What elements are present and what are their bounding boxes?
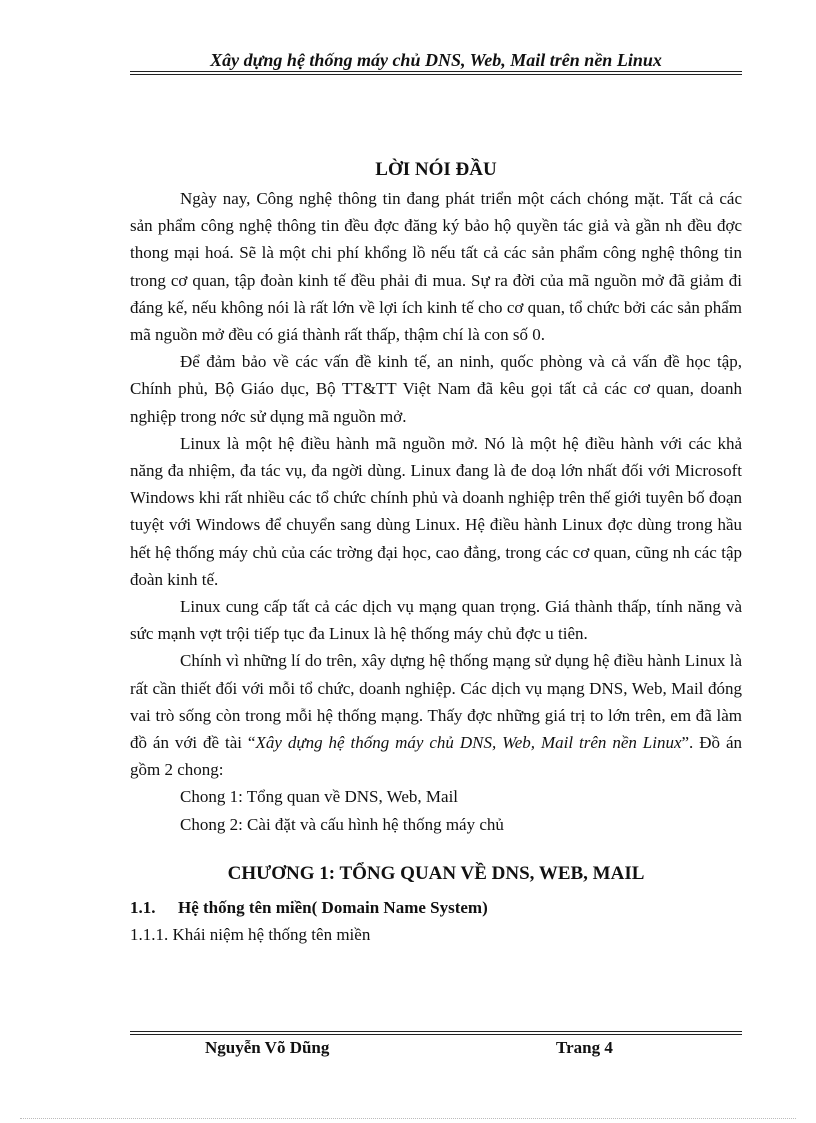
running-header-title: Xây dựng hệ thống máy chủ DNS, Web, Mail trên nền Linux [210,50,662,70]
body-text [130,155,742,948]
page-bottom-dotted-line [20,1118,796,1119]
section-heading [130,894,742,921]
preface-paragraph-5-text: Chính vì những lí do trên, xây dựng hệ thống mạng sử dụng hệ điều hành Linux là rất cần thiết đối với mỗi tổ chức, doanh nghiệp. Các dịch vụ mạng DNS, Web, Mail đóng vai trò sống còn trong mỗi hệ thống mạng. Thấy đợc những giá trị to lớn trên, em đã làm đồ án với đề tài “ [130,651,742,753]
chapter-1-heading: CHƯƠNG 1: TỔNG QUAN VỀ DNS, WEB, MAIL [227,862,645,884]
footer-author: Nguyễn Võ Dũng [205,1038,330,1057]
subsection-heading: 1.1.1. Khái niệm hệ thống tên miền [130,925,371,945]
footer-double-rule [130,1031,742,1035]
preface-paragraph-5 [130,647,742,783]
preface-paragraph-5-tail: ”. Đồ án gồm 2 chong: [130,733,742,780]
footer-page-number: Trang 4 [556,1038,613,1057]
chapter-list-item-1: Chong 1: Tổng quan về DNS, Web, Mail [180,787,459,807]
chapter-list-item-2: Chong 2: Cài đặt và cấu hình hệ thống máy chủ [180,814,504,834]
preface-heading: LỜI NÓI ĐẦU [375,159,497,180]
header-double-rule [130,71,742,75]
section-number: 1.1. [130,897,156,917]
preface-paragraph-2: Để đảm bảo về các vấn đề kinh tế, an ninh, quốc phòng và cả vấn đề học tập, Chính phủ, Bộ Giáo dục, Bộ TT&TT Việt Nam đã kêu gọi tất cả các cơ quan, doanh nghiệp trong nớc sử dụng mã nguồn mở. [130,352,742,426]
preface-paragraph-1: Ngày nay, Công nghệ thông tin đang phát triển một cách chóng mặt. Tất cả các sản phẩm công nghệ thông tin đều đợc đăng ký bảo hộ quyền tác giả và gần nh đều đợc thong mại hoá. Sẽ là một chi phí khổng lồ nếu tất cả các sản phẩm công nghệ thông tin trong cơ quan, tập đoàn kinh tế đều phải đi mua. Sự ra đời của mã nguồn mở đã giảm đi đáng kế, nếu không nói là rất lớn về lợi ích kinh tế cho cơ quan, tổ chức bởi các sản phẩm mã nguồn mở đều có giá thành rất thấp, thậm chí là con số 0. [130,189,742,345]
preface-paragraph-3: Linux là một hệ điều hành mã nguồn mở. Nó là một hệ điều hành với các khả năng đa nhiệm, đa tác vụ, đa ngời dùng. Linux đang là đe doạ lớn nhất đối với Microsoft Windows khi rất nhiều các tổ chức chính phủ và doanh nghiệp trên thế giới tuyên bố đoạn tuyệt với Windows để chuyển sang dùng Linux. Hệ điều hành Linux đợc dùng trong hầu hết hệ thống máy chủ của các trờng đại học, cao đẳng, trong các cơ quan, cũng nh các tập đoàn kinh tế. [130,433,742,589]
section-title: Hệ thống tên miền( Domain Name System) [178,897,488,917]
preface-paragraph-4: Linux cung cấp tất cả các dịch vụ mạng quan trọng. Giá thành thấp, tính năng và sức mạnh vợt trội tiếp tục đa Linux là hệ thống máy chủ đợc u tiên. [130,597,742,644]
thesis-topic-title: Xây dựng hệ thống máy chủ DNS, Web, Mail trên nền Linux [255,733,682,753]
